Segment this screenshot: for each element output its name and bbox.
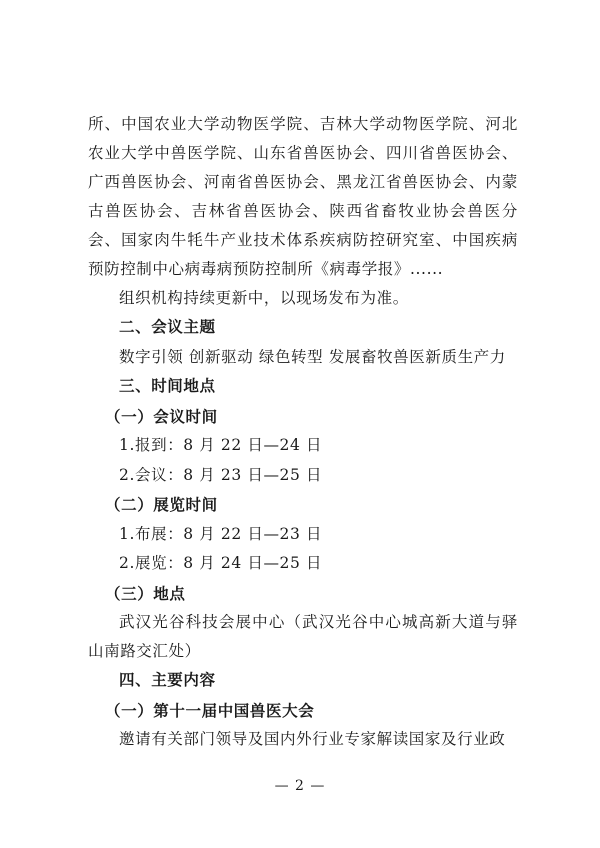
- section3-heading: 三、时间地点: [119, 377, 216, 395]
- location-text: 武汉光谷科技会展中心（武汉光谷中心城高新大道与驿山南路交汇处）: [88, 613, 518, 660]
- congress-heading: （一）第十一届中国兽医大会: [105, 700, 315, 720]
- page-number: — 2 —: [274, 778, 326, 794]
- meeting-time-heading: （一）会议时间: [105, 406, 218, 426]
- meeting-theme: 数字引领 创新驱动 绿色转型 发展畜牧兽医新质生产力: [119, 347, 506, 366]
- exhibition-time-item-1: 1.布展：8 月 22 日—23 日: [119, 524, 323, 543]
- section2-heading: 二、会议主题: [119, 318, 216, 336]
- exhibition-time-item-2: 2.展览：8 月 24 日—25 日: [119, 554, 323, 572]
- meeting-time-item-1: 1.报到：8 月 22 日—24 日: [119, 436, 323, 454]
- location-heading: （三）地点: [105, 583, 186, 603]
- intro-paragraph: 所、中国农业大学动物医学院、吉林大学动物医学院、河北农业大学中兽医学院、山东省兽医协会、四川省兽医协会、广西兽医协会、河南省兽医协会、黑龙江省兽医协会、内蒙古兽医协会、吉林省兽医协会、陕西省畜牧业协会兽医分会、国家肉牛牦牛产业技术体系疾病防控研究室、中国疾病预防控制中心病毒病预防控制所《病毒学报》......: [88, 115, 518, 278]
- meeting-time-item-2: 2.会议：8 月 23 日—25 日: [119, 465, 323, 484]
- section4-heading: 四、主要内容: [119, 671, 216, 689]
- exhibition-time-heading: （二）展览时间: [105, 495, 218, 514]
- org-note: 组织机构持续更新中，以现场发布为准。: [119, 289, 409, 307]
- document-body: [88, 110, 518, 755]
- congress-text: 邀请有关部门领导及国内外行业专家解读国家及行业政: [119, 730, 506, 748]
